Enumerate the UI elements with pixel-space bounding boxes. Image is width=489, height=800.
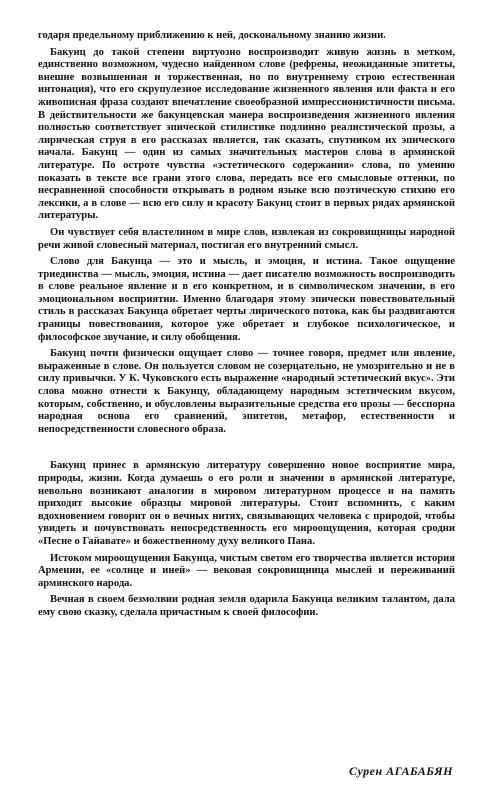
paragraph-3: Он чувствует себя властелином в мире слов, извлекая из сокровищницы народной речи живой словесный материал, постигая его внутренний смысл. xyxy=(38,226,455,251)
paragraph-2: Бакунц до такой степени виртуозно воспроизводит живую жизнь в метком, единственно возможном, чудесно найденном слове (рефрены, неожиданные эпитеты, внешне возвышенная и торжественная, но по внутреннему строю естественная интонация), что его скрупулезное исследование жизненного явления или факта и его живописная фраза создают впечатление своеобразной импрессионистичности письма. В действительности же бакунцевская манера воспроизведения жизненного явления полностью соответствует эпической стилистике подлинно реалистической прозы, а лирическая струя в его рассказах является, так сказать, спутником их эпического начала. Бакунц — один из самых значительных мастеров слова в армянской литературе. По остроте чувства «эстетического содержания» слова, по умению показать в тексте все грани этого слова, передать все его смысловые оттенки, по несравненной способности открывать в родном языке всю поэтическую стихию его лексики, а в слове — всю его силу и красоту Бакунц стоит в первых рядах армянской литературы. xyxy=(38,46,455,222)
paragraph-4: Слово для Бакунца — это и мысль, и эмоция, и истина. Такое ощущение триединства — мысль, эмоция, истина — дает писателю возможность воспроизводить в слове реальное явление и в его конкретном, и в символическом значении, в его эмоциональном восприятии. Именно благодаря этому эпически повествовательный стиль в рассказах Бакунца обретает черты лирического потока, как бы раздвигаются границы повествования, которое уже обретает и глубокое психологическое, и философское звучание, и силу обобщения. xyxy=(38,256,455,343)
paragraph-6: Бакунц принес в армянскую литературу совершенно новое восприятие мира, природы, жизни. Когда думаешь о его роли и значении в армянской литературе, невольно возникают аналогии в мировом литературном процессе и на память приходят высокие образцы мировой литературы. Стоит вспомнить, с каким вдохновением говорит он о вечных нитях, связывающих человека с природой, чтобы увидеть и почувствовать непосредственность его мироощущения, которая сродни «Песне о Гайавате» и божественному духу великого Пана. xyxy=(38,460,455,547)
paragraph-5: Бакунц почти физически ощущает слово — точнее говоря, предмет или явление, выраженные в слове. Он пользуется словом не созерцательно, не умозрительно и не в силу привычки. У К. Чуковского есть выражение «народный эстетический вкус». Эти слова можно отнести к Бакунцу, обладающему народным эстетическим вкусом, которым, собственно, и обусловлены выразительные средства его прозы — бесспорна народная основа его сравнений, эпитетов, метафор, естественности и непосредственности словесного образа. xyxy=(38,348,455,435)
paragraph-1: годаря предельному приближению к ней, доскональному знанию жизни. xyxy=(38,30,386,41)
paragraph-8: Вечная в своем безмолвии родная земля одарила Бакунца великим талантом, дала ему свою сказку, сделала причастным к своей философии. xyxy=(38,594,455,618)
article-body xyxy=(38,30,455,620)
paragraph-7: Истоком мироощущения Бакунца, чистым светом его творчества является история Армении, ее «солнце и иней» — вековая сокровищница мыслей и переживаний армянского народа. xyxy=(38,552,455,589)
author-signature: Сурен АГАБАБЯН xyxy=(348,764,453,778)
